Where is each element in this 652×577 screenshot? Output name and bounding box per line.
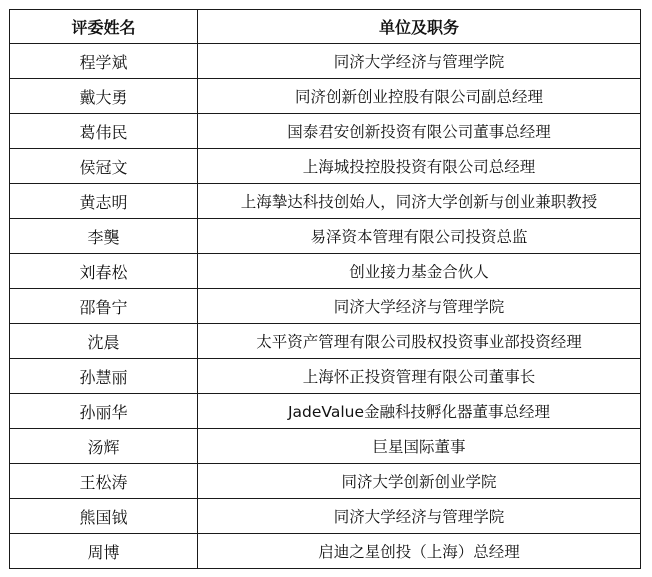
table-row xyxy=(10,359,641,394)
table-row xyxy=(10,394,641,429)
table-row xyxy=(10,429,641,464)
judge-name: 侯冠文 xyxy=(10,149,198,184)
judge-name: 葛伟民 xyxy=(10,114,198,149)
judge-name: 孙丽华 xyxy=(10,394,198,429)
table-row xyxy=(10,289,641,324)
header-name: 评委姓名 xyxy=(10,10,198,44)
judge-org: 启迪之星创投（上海）总经理 xyxy=(198,534,641,569)
table-row xyxy=(10,464,641,499)
judge-org: 巨星国际董事 xyxy=(198,429,641,464)
judge-org: 国泰君安创新投资有限公司董事总经理 xyxy=(198,114,641,149)
judge-org: 上海怀正投资管理有限公司董事长 xyxy=(198,359,641,394)
table-row xyxy=(10,79,641,114)
table-row xyxy=(10,44,641,79)
judge-org: 同济大学经济与管理学院 xyxy=(198,289,641,324)
table-row xyxy=(10,534,641,569)
judge-org: 上海城投控股投资有限公司总经理 xyxy=(198,149,641,184)
table-row xyxy=(10,149,641,184)
judge-name: 程学斌 xyxy=(10,44,198,79)
table-row xyxy=(10,499,641,534)
judge-name: 汤辉 xyxy=(10,429,198,464)
judge-org: 易泽资本管理有限公司投资总监 xyxy=(198,219,641,254)
header-row xyxy=(10,10,641,44)
table-row xyxy=(10,324,641,359)
judge-org: 同济大学经济与管理学院 xyxy=(198,499,641,534)
judge-org: 同济大学经济与管理学院 xyxy=(198,44,641,79)
judge-org: 太平资产管理有限公司股权投资事业部投资经理 xyxy=(198,324,641,359)
table-row xyxy=(10,254,641,289)
table-body xyxy=(10,44,641,569)
table-row xyxy=(10,114,641,149)
table-row xyxy=(10,184,641,219)
judge-org: 同济大学创新创业学院 xyxy=(198,464,641,499)
judge-name: 刘春松 xyxy=(10,254,198,289)
judge-org: 同济创新创业控股有限公司副总经理 xyxy=(198,79,641,114)
judge-name: 熊国钺 xyxy=(10,499,198,534)
judge-org: 上海摯达科技创始人，同济大学创新与创业兼职教授 xyxy=(198,184,641,219)
judge-name: 孙慧丽 xyxy=(10,359,198,394)
judge-name: 李龑 xyxy=(10,219,198,254)
table-row xyxy=(10,219,641,254)
judge-name: 戴大勇 xyxy=(10,79,198,114)
judge-name: 王松涛 xyxy=(10,464,198,499)
judge-org: 创业接力基金合伙人 xyxy=(198,254,641,289)
judge-org: JadeValue金融科技孵化器董事总经理 xyxy=(198,394,641,429)
judge-name: 沈晨 xyxy=(10,324,198,359)
judge-name: 黄志明 xyxy=(10,184,198,219)
table-header xyxy=(10,10,641,44)
judge-name: 周博 xyxy=(10,534,198,569)
judges-table xyxy=(9,9,641,569)
header-org: 单位及职务 xyxy=(198,10,641,44)
judge-name: 邵鲁宁 xyxy=(10,289,198,324)
